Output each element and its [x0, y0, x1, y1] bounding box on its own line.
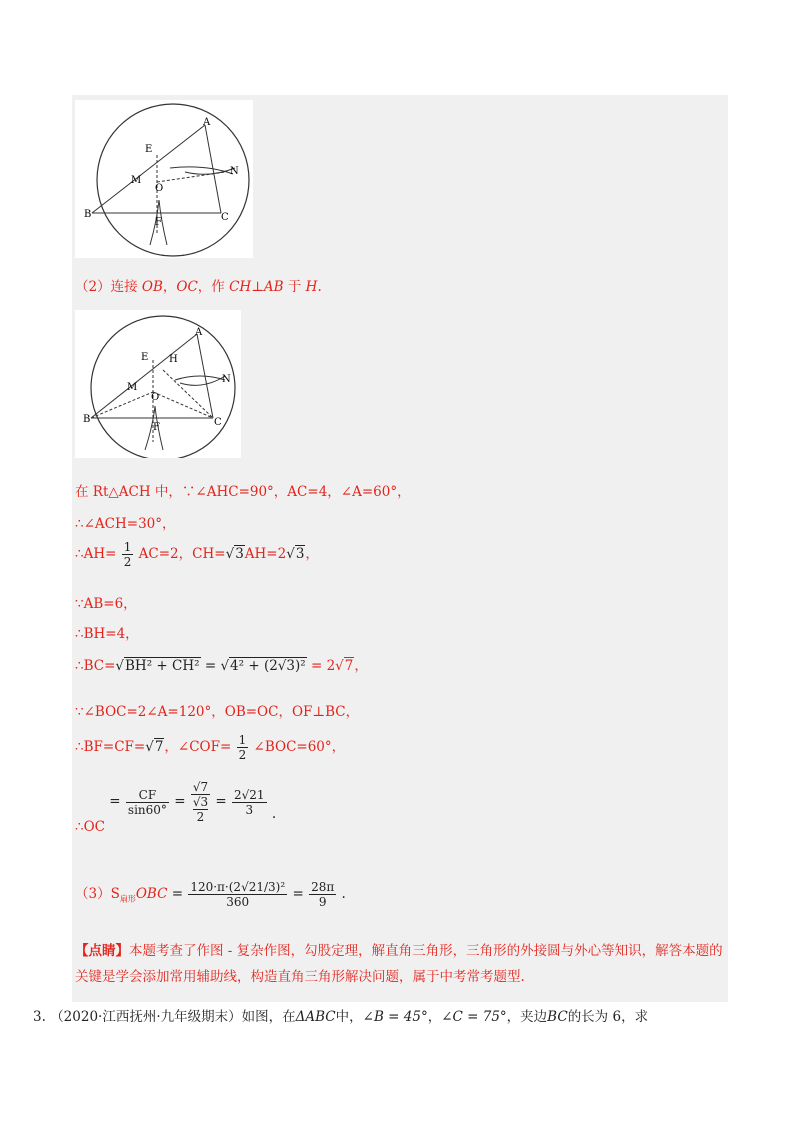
construction-figure-1 [75, 100, 253, 258]
point-label-H: H [169, 354, 178, 365]
point-label-O: O [155, 183, 164, 194]
point-label-B: B [84, 209, 92, 220]
point-label-F: F [153, 422, 160, 433]
fraction-half-2: $\frac{1}{2}$ [238, 733, 247, 762]
solution-line-9: ∴OC = $\frac{CF}{\sin 60^\circ}$ = √7 √3 2 = $\frac{2√21}{3}$ . [75, 780, 277, 835]
point-label-A: A [195, 327, 203, 338]
circle-diagram-1 [75, 100, 253, 258]
solution-line-2: ∴∠ACH=30°， [75, 516, 176, 532]
solution-line-8: ∴BF=CF=√7，∠COF= $\frac{1}{2}$ ∠BOC=60°， [75, 733, 346, 762]
point-label-N: N [230, 166, 239, 177]
point-label-M: M [127, 382, 138, 393]
fraction-half: $\frac{1}{2}$ [123, 540, 132, 569]
fraction-28pi-over-9: $\frac{28\pi}{9}$ [311, 880, 335, 909]
circle-diagram-2 [75, 310, 241, 458]
solution-line-1: 在 Rt△ACH 中，∵∠AHC=90°，AC=4，∠A=60°， [75, 484, 411, 500]
solution-line-3: ∴AH= $\frac{1}{2}$ AC=2，CH=√3AH=2√3， [75, 540, 319, 569]
point-label-C: C [221, 212, 229, 223]
fraction-sector-area: $\frac{\text{120·π·(2√21/3)²}}{360}$ [190, 880, 286, 909]
comment-tag: 【点睛】 [75, 943, 129, 959]
construction-figure-2 [75, 310, 241, 458]
point-label-E: E [145, 144, 153, 155]
point-label-M: M [131, 175, 142, 186]
solution-line-4: ∵AB=6， [75, 596, 137, 612]
fraction-cf-sin60: $\frac{CF}{\sin 60^\circ}$ [127, 787, 167, 817]
fraction-sqrt7-over-sqrt3-2: √7 √3 2 [192, 780, 209, 824]
solution-line-10: $(3)S_{扇形}OBC$ = $\frac{\text{120·π·(2√21/3)²}}{360}$ = $\frac{28\pi}{9}$ . [75, 880, 346, 909]
comment-paragraph: 【点睛】本题考查了作图 - 复杂作图，勾股定理，解直角三角形，三角形的外接圆与外心等知识，解答本题的关键是学会添加常用辅助线，构造直角三角形解决问题，属于中考常考题型. [75, 943, 723, 985]
point-label-N: N [222, 374, 231, 385]
solution-line-7: ∵∠BOC=2∠A=120°，OB=OC，OF⊥BC， [75, 704, 360, 720]
solution-line-6: ∴BC=√BH² + CH² = √4² + (2√3)² = 2√7， [75, 658, 368, 674]
point-label-B: B [83, 414, 91, 425]
point-label-C: C [214, 417, 222, 428]
solution-line-5: ∴BH=4， [75, 626, 139, 642]
point-label-F: F [155, 217, 162, 228]
point-label-A: A [203, 117, 211, 128]
point-label-E: E [141, 352, 149, 363]
fraction-2sqrt21-over-3: $\frac{2√21}{3}$ [234, 787, 265, 817]
question-3-stem: 3. （2020·江西抚州·九年级期末）如图，在ΔABC中，∠B = 45°，∠C = 75°，夹边BC的长为 6，求 [33, 1009, 649, 1025]
part2-statement: （2）连接 OB，OC，作 CH⊥AB 于 H. [75, 279, 322, 295]
point-label-O: O [151, 392, 160, 403]
